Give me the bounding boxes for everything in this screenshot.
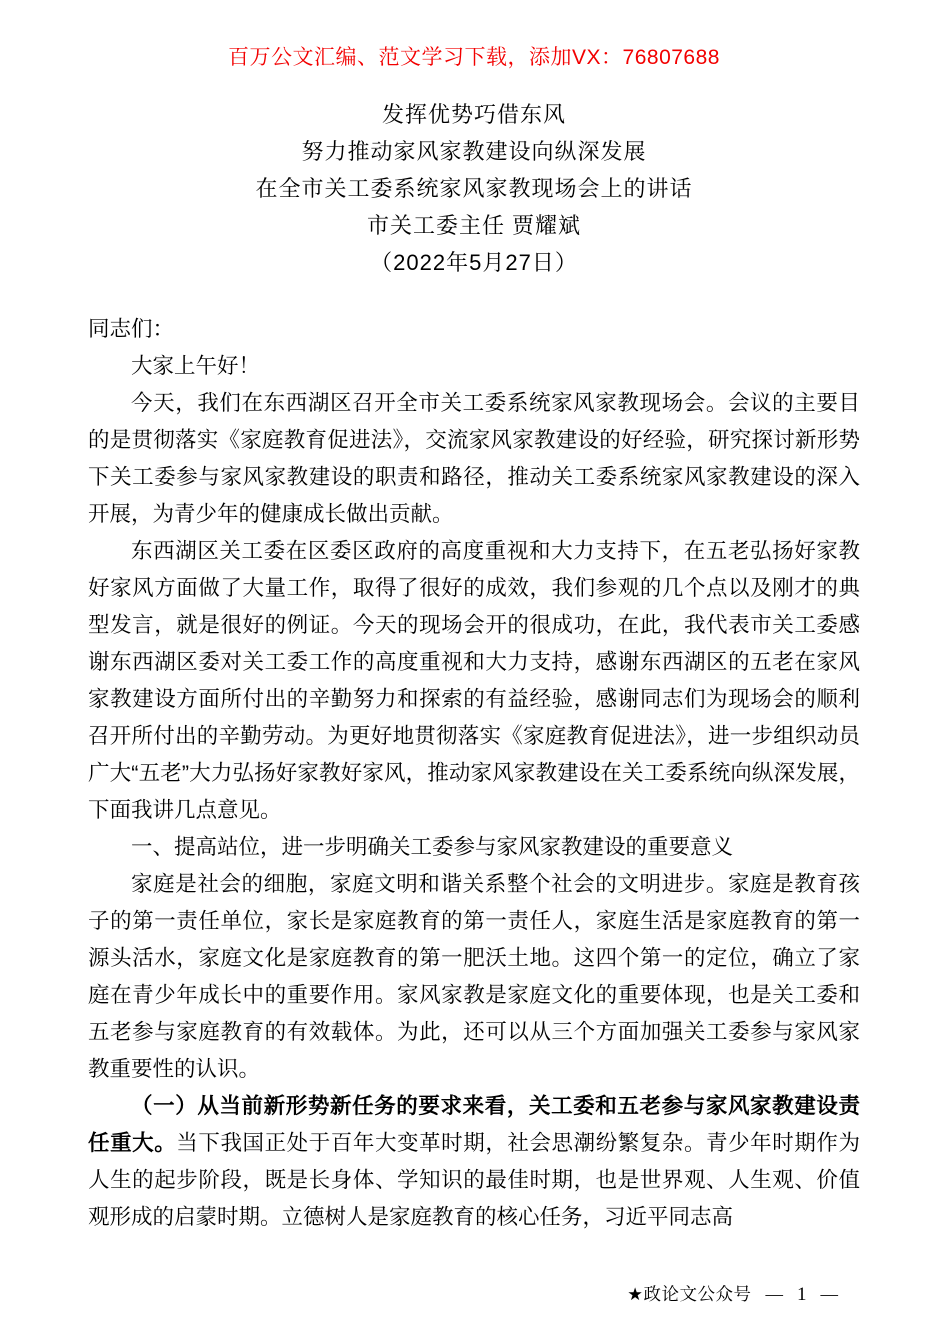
section-heading-1: 一、提高站位，进一步明确关工委参与家风家教建设的重要意义 (131, 835, 734, 859)
title-block (88, 96, 860, 281)
page-number-dash-right: — (820, 1284, 838, 1304)
paragraph-responsibility (88, 1088, 860, 1236)
paragraph-responsibility-lead: （一）从当前新形势新任务的要求来看，关工委和五老参与家风家教建设责任重大。 (88, 1094, 860, 1155)
promo-notice: 百万公文汇编、范文学习下载，添加VX：76807688 (228, 46, 720, 69)
page-number: 1 (797, 1284, 807, 1305)
doc-author-line: 市关工委主任 贾耀斌 (366, 213, 582, 238)
paragraph-greeting: 大家上午好！ (131, 354, 261, 378)
footer-brand: ★政论文公众号 (627, 1284, 752, 1304)
paragraph-family-role: 家庭是社会的细胞，家庭文明和谐关系整个社会的文明进步。家庭是教育孩子的第一责任单位，家长是家庭教育的第一责任人，家庭生活是家庭教育的第一源头活水，家庭文化是家庭教育的第一肥沃土地。这四个第一的定位，确立了家庭在青少年成长中的重要作用。家风家教是家庭文化的重要体现，也是关工委和五老参与家庭教育的有效载体。为此，还可以从三个方面加强关工委参与家风家教重要性的认识。 (88, 872, 860, 1081)
page-number-dash-left: — (765, 1284, 783, 1304)
salutation: 同志们： (88, 317, 175, 341)
paragraph-meeting-purpose: 今天，我们在东西湖区召开全市关工委系统家风家教现场会。会议的主要目的是贯彻落实《家庭教育促进法》，交流家风家教建设的好经验，研究探讨新形势下关工委参与家风家教建设的职责和路径，推动关工委系统家风家教建设的深入开展，为青少年的健康成长做出贡献。 (88, 391, 860, 526)
doc-title-line-2: 努力推动家风家教建设向纵深发展 (301, 139, 647, 164)
paragraph-thanks: 东西湖区关工委在区委区政府的高度重视和大力支持下，在五老弘扬好家教好家风方面做了大量工作，取得了很好的成效，我们参观的几个点以及刚才的典型发言，就是很好的例证。今天的现场会开的很成功，在此，我代表市关工委感谢东西湖区委对关工委工作的高度重视和大力支持，感谢东西湖区的五老在家风家教建设方面所付出的辛勤努力和探索的有益经验，感谢同志们为现场会的顺利召开所付出的辛勤劳动。为更好地贯彻落实《家庭教育促进法》，进一步组织动员广大“五老”大力弘扬好家教好家风，推动家风家教建设在关工委系统向纵深发展，下面我讲几点意见。 (88, 539, 860, 822)
doc-date-line: （2022年5月27日） (370, 250, 578, 275)
doc-title-line-1: 发挥优势巧借东风 (381, 102, 566, 127)
doc-title-line-3: 在全市关工委系统家风家教现场会上的讲话 (255, 176, 693, 201)
paragraph-responsibility-rest: 当下我国正处于百年大变革时期，社会思潮纷繁复杂。青少年时期作为人生的起步阶段，既是长身体、学知识的最佳时期，也是世界观、人生观、价值观形成的启蒙时期。立德树人是家庭教育的核心任务，习近平同志高 (88, 1131, 860, 1229)
document-body (88, 311, 860, 1236)
page-footer (88, 1283, 838, 1306)
